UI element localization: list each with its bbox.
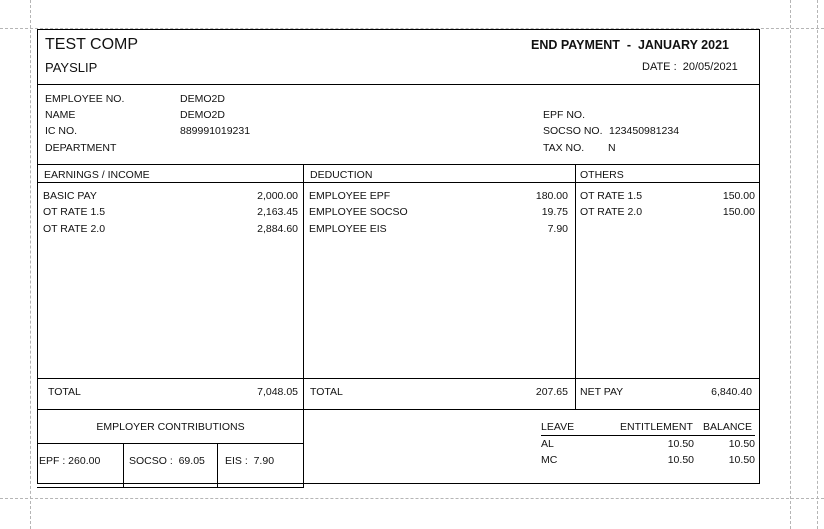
leave-header-line bbox=[541, 435, 755, 436]
header-divider bbox=[37, 84, 760, 85]
deduction-row-label: EMPLOYEE EPF bbox=[309, 190, 391, 202]
employee-no-label: EMPLOYEE NO. bbox=[45, 93, 125, 105]
department-label: DEPARTMENT bbox=[45, 142, 117, 154]
leave-balance: 10.50 bbox=[728, 438, 755, 450]
employer-box-bottom bbox=[37, 487, 304, 488]
leave-entitlement: 10.50 bbox=[667, 454, 694, 466]
leave-type: AL bbox=[541, 438, 554, 450]
end-payment-title: END PAYMENT - JANUARY 2021 bbox=[531, 38, 729, 52]
page-guide-bottom bbox=[0, 498, 824, 499]
employer-eis: EIS : 7.90 bbox=[225, 455, 275, 467]
name-label: NAME bbox=[45, 109, 76, 121]
deduction-header: DEDUCTION bbox=[310, 169, 373, 181]
payslip-title: PAYSLIP bbox=[45, 60, 98, 75]
leave-balance: 10.50 bbox=[728, 454, 755, 466]
earnings-header: EARNINGS / INCOME bbox=[44, 169, 150, 181]
earnings-row-amount: 2,163.45 bbox=[257, 206, 298, 218]
payslip-date: DATE : 20/05/2021 bbox=[642, 61, 738, 73]
employer-contributions-header: EMPLOYER CONTRIBUTIONS bbox=[96, 421, 245, 433]
net-pay-value: 6,840.40 bbox=[711, 386, 752, 398]
earnings-row-amount: 2,884.60 bbox=[257, 223, 298, 235]
employer-cell-divider bbox=[217, 443, 218, 487]
deduction-row-label: EMPLOYEE SOCSO bbox=[309, 206, 408, 218]
socso-no-label: SOCSO NO. bbox=[543, 125, 603, 137]
earnings-row-amount: 2,000.00 bbox=[257, 190, 298, 202]
leave-col-balance: BALANCE bbox=[703, 421, 753, 433]
net-pay-label: NET PAY bbox=[580, 386, 624, 398]
earnings-divider bbox=[303, 164, 304, 409]
payslip-frame bbox=[37, 29, 760, 484]
page-guide-right-outer bbox=[817, 0, 818, 529]
others-row-amount: 150.00 bbox=[722, 206, 755, 218]
others-row-label: OT RATE 2.0 bbox=[580, 206, 643, 218]
ic-no-label: IC NO. bbox=[45, 125, 78, 137]
ic-no-value: 889991019231 bbox=[180, 125, 251, 137]
tax-no-value: N bbox=[608, 142, 616, 154]
employer-header-line bbox=[37, 443, 304, 444]
deduction-row-amount: 19.75 bbox=[541, 206, 568, 218]
deduction-row-amount: 7.90 bbox=[547, 223, 568, 235]
others-header: OTHERS bbox=[580, 169, 624, 181]
leave-col-entitlement: ENTITLEMENT bbox=[620, 421, 693, 433]
name-value: DEMO2D bbox=[180, 109, 225, 121]
deduction-total-label: TOTAL bbox=[310, 386, 343, 398]
deduction-row-amount: 180.00 bbox=[535, 190, 568, 202]
columns-top-line bbox=[37, 164, 760, 165]
employee-no-value: DEMO2D bbox=[180, 93, 225, 105]
tax-no-label: TAX NO. bbox=[543, 142, 585, 154]
others-row-label: OT RATE 1.5 bbox=[580, 190, 643, 202]
leave-type: MC bbox=[541, 454, 558, 466]
company-name: TEST COMP bbox=[45, 36, 139, 53]
employer-epf: EPF : 260.00 bbox=[39, 455, 101, 467]
earnings-row-label: OT RATE 2.0 bbox=[43, 223, 106, 235]
leave-col-leave: LEAVE bbox=[541, 421, 575, 433]
earnings-total-value: 7,048.05 bbox=[257, 386, 298, 398]
socso-no-value: 123450981234 bbox=[609, 125, 680, 137]
totals-bottom-line bbox=[37, 409, 760, 410]
leave-entitlement: 10.50 bbox=[667, 438, 694, 450]
epf-no-label: EPF NO. bbox=[543, 109, 586, 121]
page-guide-left bbox=[30, 0, 31, 529]
totals-line bbox=[37, 378, 760, 379]
employer-cell-divider bbox=[123, 443, 124, 487]
column-header-line bbox=[37, 182, 760, 183]
deduction-total-value: 207.65 bbox=[535, 386, 568, 398]
earnings-row-label: BASIC PAY bbox=[43, 190, 97, 202]
deduction-row-label: EMPLOYEE EIS bbox=[309, 223, 387, 235]
page-guide-right bbox=[790, 0, 791, 529]
employer-socso: SOCSO : 69.05 bbox=[129, 455, 205, 467]
deduction-divider bbox=[575, 164, 576, 409]
earnings-total-label: TOTAL bbox=[48, 386, 81, 398]
others-row-amount: 150.00 bbox=[722, 190, 755, 202]
earnings-row-label: OT RATE 1.5 bbox=[43, 206, 106, 218]
